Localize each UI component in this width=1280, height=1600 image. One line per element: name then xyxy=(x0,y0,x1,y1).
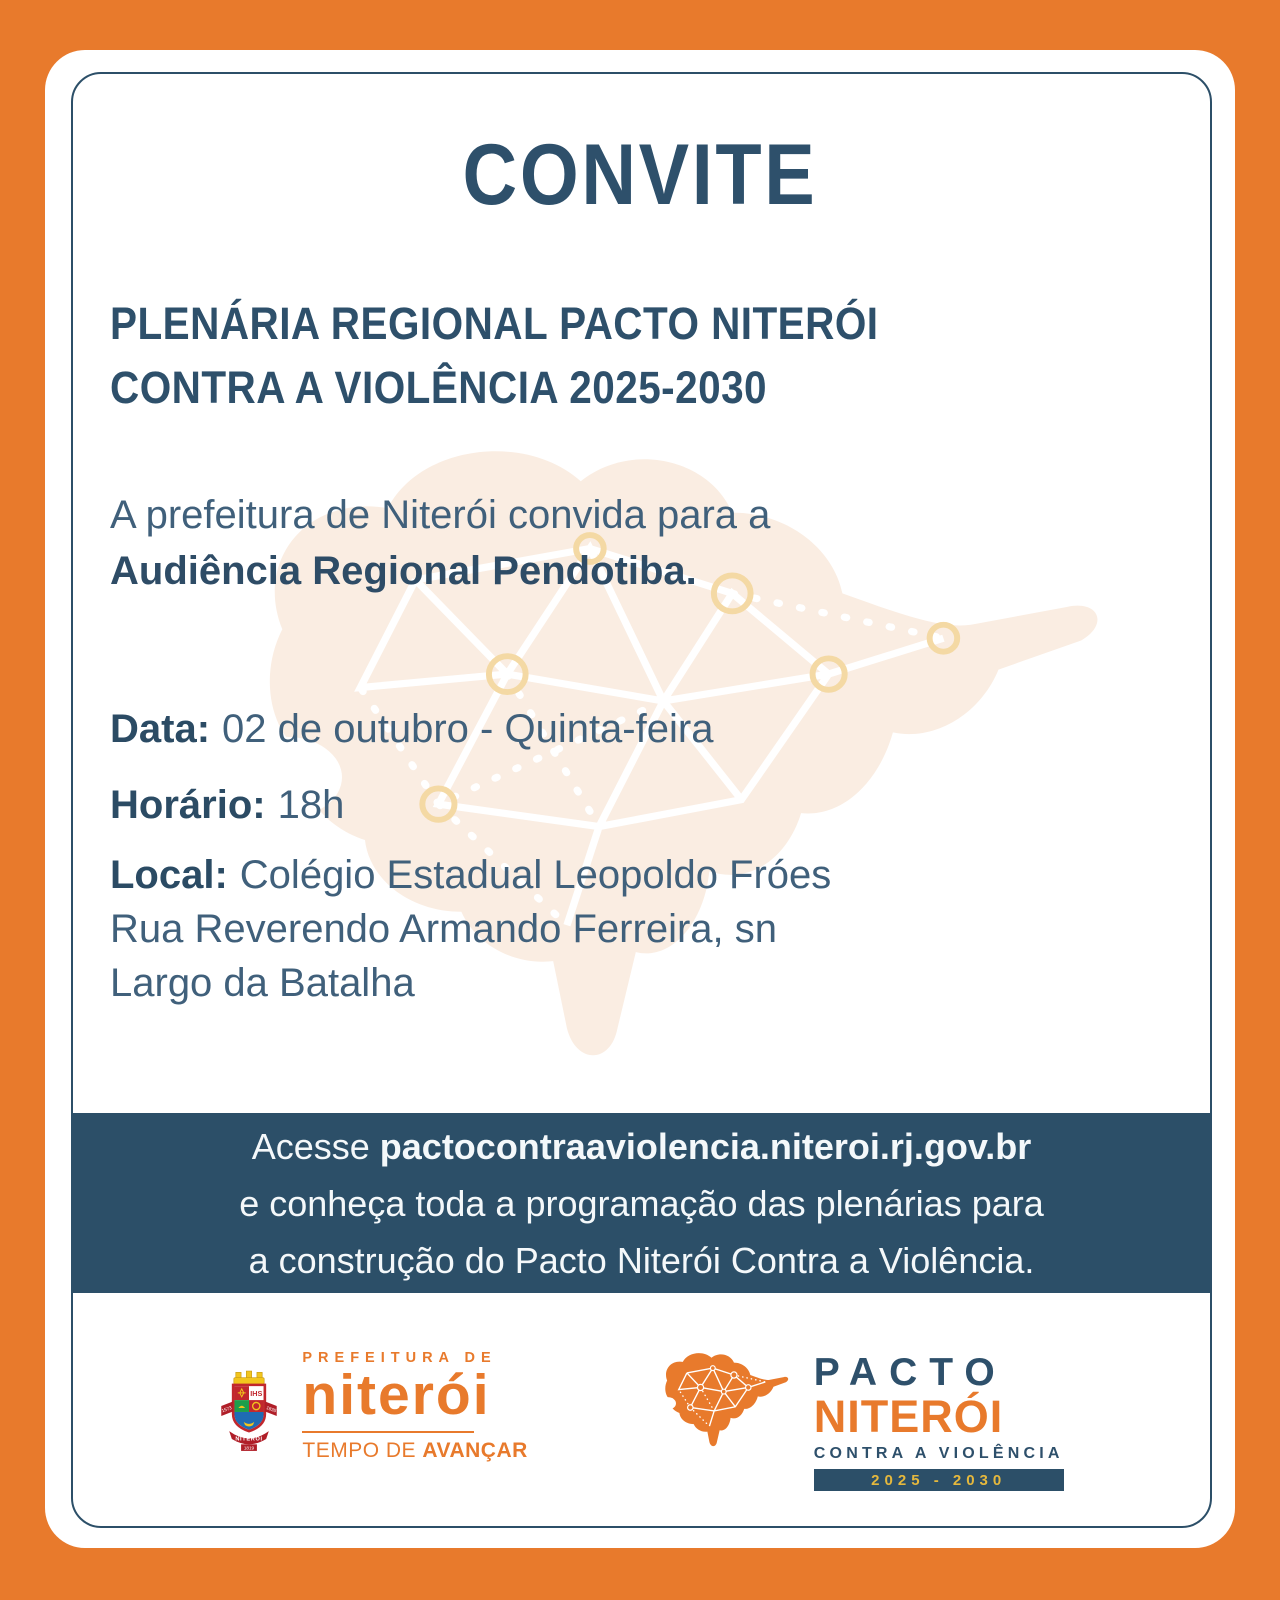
invitation-card xyxy=(45,50,1235,1548)
niteroi-map-icon xyxy=(646,1346,796,1460)
tagline-regular: TEMPO DE xyxy=(302,1439,417,1462)
website-banner xyxy=(71,1113,1212,1293)
intro-regular: A prefeitura de Niterói convida para a xyxy=(110,493,771,537)
banner-url: pactocontraaviolencia.niteroi.rj.gov.br xyxy=(379,1125,1032,1167)
pacto-word: PACTO xyxy=(813,1351,1007,1394)
location-label: Local: xyxy=(110,853,228,897)
crest-ihs-text: IHS xyxy=(250,1389,263,1399)
event-details xyxy=(110,702,831,1010)
intro-bold: Audiência Regional Pendotiba. xyxy=(110,549,697,593)
date-label: Data: xyxy=(110,707,211,751)
pacto-logo-text xyxy=(814,1346,1064,1491)
time-value: 18h xyxy=(277,783,345,827)
location-line3: Largo da Batalha xyxy=(110,961,415,1005)
banner-prefix: Acesse xyxy=(251,1125,370,1167)
location-line2: Rua Reverendo Armando Ferreira, sn xyxy=(110,907,777,951)
years-badge: 2025 - 2030 xyxy=(814,1469,1064,1491)
intro-text xyxy=(110,487,770,599)
prefeitura-logo-text xyxy=(302,1346,527,1463)
banner-text xyxy=(239,1118,1044,1289)
contra-violencia-word: CONTRA A VIOLÊNCIA xyxy=(813,1445,1064,1462)
poster-title: CONVITE xyxy=(462,127,818,223)
prefeitura-niteroi-logo xyxy=(216,1346,527,1474)
tagline xyxy=(302,1439,527,1463)
niteroi-word: NITERÓI xyxy=(813,1391,1004,1442)
niteroi-coat-of-arms-icon xyxy=(216,1346,282,1474)
logo-divider xyxy=(302,1431,474,1433)
banner-line3: a construção do Pacto Niterói Contra a Violência. xyxy=(248,1239,1035,1281)
banner-line2: e conheça toda a programação das plenárias para xyxy=(239,1182,1044,1224)
time-row xyxy=(110,778,831,832)
event-title-line2: CONTRA A VIOLÊNCIA 2025-2030 xyxy=(110,362,768,413)
location-row xyxy=(110,848,831,1010)
tagline-bold: AVANÇAR xyxy=(422,1439,528,1462)
niteroi-logotype: niterói xyxy=(302,1363,491,1427)
footer-logos xyxy=(45,1346,1235,1491)
crest-name: NITERÓI xyxy=(235,1436,264,1443)
pacto-niteroi-logo xyxy=(646,1346,1064,1491)
location-value: Colégio Estadual Leopoldo Fróes xyxy=(239,853,832,897)
crest-year-right: 1835 xyxy=(265,1405,278,1414)
event-title xyxy=(110,292,879,420)
date-value: 02 de outubro - Quinta-feira xyxy=(222,707,714,751)
prefeitura-de-label: PREFEITURA DE xyxy=(302,1350,497,1366)
event-title-line1: PLENÁRIA REGIONAL PACTO NITERÓI xyxy=(110,298,879,349)
time-label: Horário: xyxy=(110,783,266,827)
crest-year-bottom: 1819 xyxy=(244,1445,255,1451)
date-row xyxy=(110,702,831,756)
crest-year-left: 1573 xyxy=(221,1405,233,1414)
